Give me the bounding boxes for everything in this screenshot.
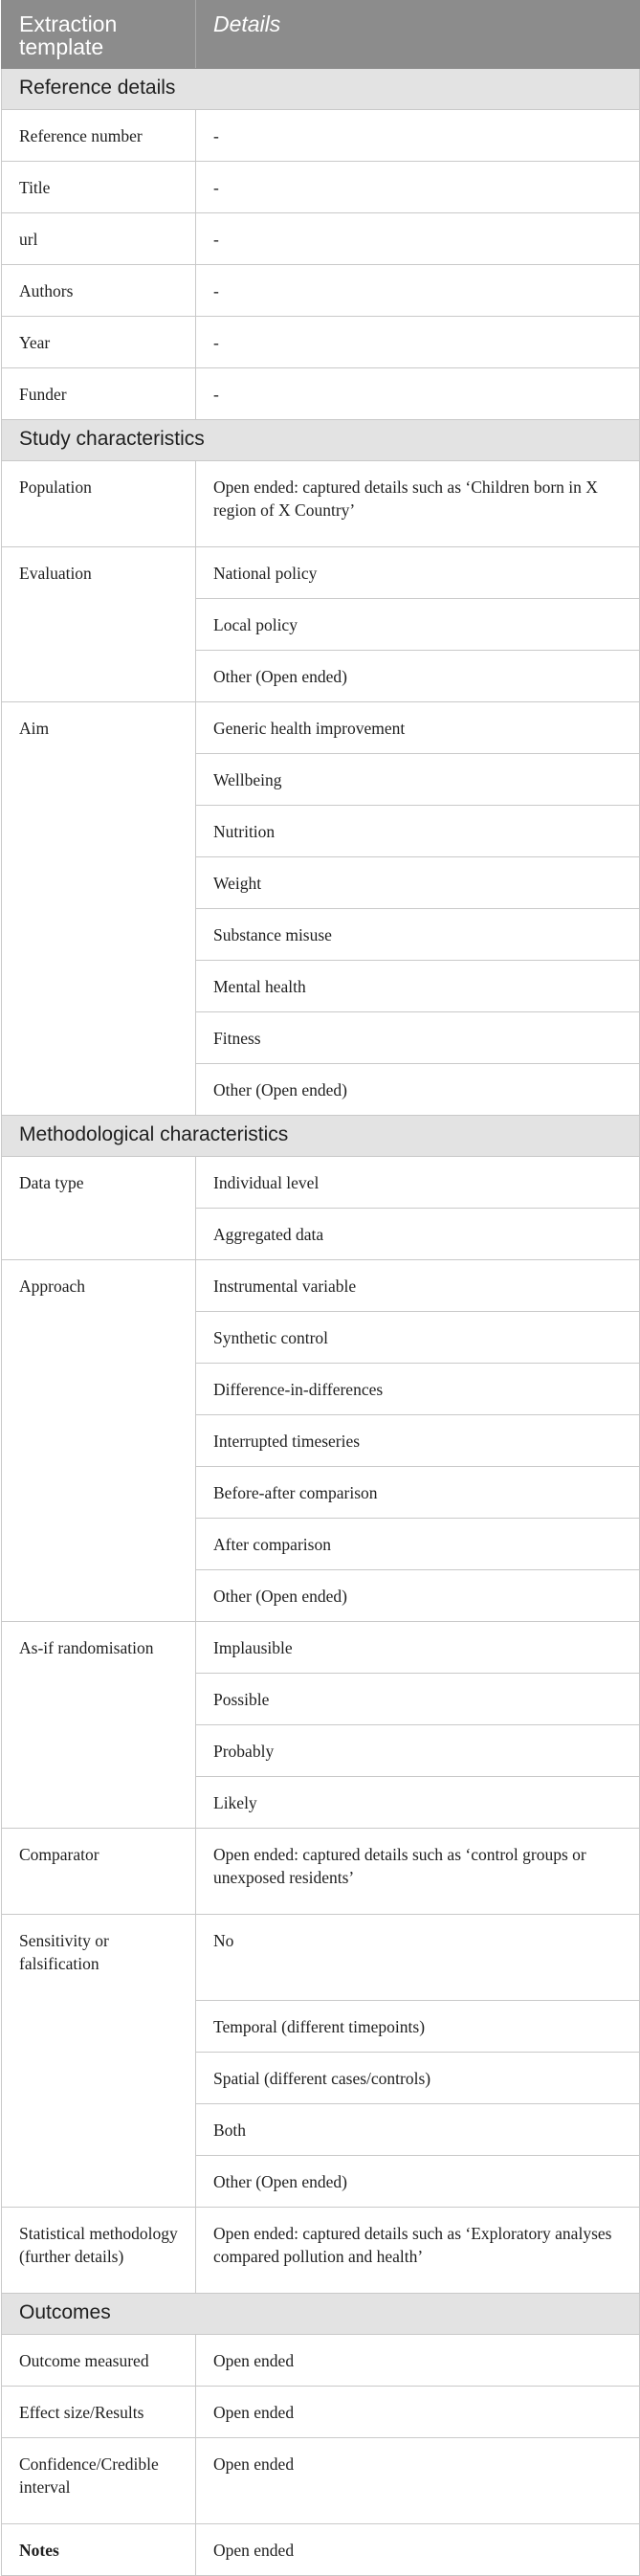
field-label: Population bbox=[2, 461, 196, 547]
field-option: Synthetic control bbox=[196, 1312, 640, 1364]
field-option: Other (Open ended) bbox=[196, 651, 640, 702]
field-option: Fitness bbox=[196, 1012, 640, 1064]
table-row bbox=[2, 461, 640, 547]
field-option: Substance misuse bbox=[196, 909, 640, 961]
table-row bbox=[2, 2524, 640, 2576]
field-option: Probably bbox=[196, 1725, 640, 1777]
table-row bbox=[2, 213, 640, 265]
table-row bbox=[2, 1157, 640, 1209]
table-row bbox=[2, 2387, 640, 2438]
table-row bbox=[2, 1622, 640, 1674]
table-row bbox=[2, 1915, 640, 2001]
field-option: Open ended bbox=[196, 2438, 640, 2524]
header-row bbox=[2, 1, 640, 69]
field-label: Confidence/Credible interval bbox=[2, 2438, 196, 2524]
field-option: Open ended: captured details such as ‘Exploratory analyses compared pollution and health’ bbox=[196, 2208, 640, 2294]
field-label: Sensitivity or falsification bbox=[2, 1915, 196, 2208]
field-option: Temporal (different timepoints) bbox=[196, 2001, 640, 2053]
field-label: Statistical methodology (further details) bbox=[2, 2208, 196, 2294]
table-row bbox=[2, 547, 640, 599]
field-option: Both bbox=[196, 2104, 640, 2156]
field-option: Other (Open ended) bbox=[196, 1064, 640, 1116]
field-option: Difference-in-differences bbox=[196, 1364, 640, 1415]
field-option: Wellbeing bbox=[196, 754, 640, 806]
field-label: Evaluation bbox=[2, 547, 196, 702]
field-option: Possible bbox=[196, 1674, 640, 1725]
field-label: Title bbox=[2, 162, 196, 213]
field-option: Generic health improvement bbox=[196, 702, 640, 754]
field-label: Notes bbox=[2, 2524, 196, 2576]
field-option: Interrupted timeseries bbox=[196, 1415, 640, 1467]
field-option: Open ended bbox=[196, 2335, 640, 2387]
table-row bbox=[2, 2208, 640, 2294]
field-option: Mental health bbox=[196, 961, 640, 1012]
field-option: - bbox=[196, 317, 640, 368]
field-option: After comparison bbox=[196, 1519, 640, 1570]
table-row bbox=[2, 2335, 640, 2387]
field-label: Outcome measured bbox=[2, 2335, 196, 2387]
field-option: Likely bbox=[196, 1777, 640, 1829]
field-option: Open ended bbox=[196, 2524, 640, 2576]
table-row bbox=[2, 368, 640, 420]
field-option: Open ended: captured details such as ‘control groups or unexposed residents’ bbox=[196, 1829, 640, 1915]
section-title: Study characteristics bbox=[2, 420, 640, 461]
field-label: Effect size/Results bbox=[2, 2387, 196, 2438]
section-title: Methodological characteristics bbox=[2, 1116, 640, 1157]
field-option: - bbox=[196, 162, 640, 213]
table-row bbox=[2, 702, 640, 754]
field-option: Instrumental variable bbox=[196, 1260, 640, 1312]
field-label: Authors bbox=[2, 265, 196, 317]
section-title: Reference details bbox=[2, 69, 640, 110]
field-option: - bbox=[196, 213, 640, 265]
field-label: Funder bbox=[2, 368, 196, 420]
field-label: Data type bbox=[2, 1157, 196, 1260]
field-label: Aim bbox=[2, 702, 196, 1116]
table-row bbox=[2, 162, 640, 213]
field-option: Open ended bbox=[196, 2387, 640, 2438]
field-option: - bbox=[196, 265, 640, 317]
field-option: National policy bbox=[196, 547, 640, 599]
field-option: Implausible bbox=[196, 1622, 640, 1674]
header-details: Details bbox=[196, 1, 640, 69]
field-option: Individual level bbox=[196, 1157, 640, 1209]
field-label: Year bbox=[2, 317, 196, 368]
field-option: Weight bbox=[196, 857, 640, 909]
field-option: Nutrition bbox=[196, 806, 640, 857]
field-option: Spatial (different cases/controls) bbox=[196, 2053, 640, 2104]
field-option: - bbox=[196, 110, 640, 162]
section-header-row bbox=[2, 69, 640, 110]
field-option: No bbox=[196, 1915, 640, 2001]
section-header-row bbox=[2, 1116, 640, 1157]
field-label: As-if randomisation bbox=[2, 1622, 196, 1829]
field-label: url bbox=[2, 213, 196, 265]
field-option: Aggregated data bbox=[196, 1209, 640, 1260]
table-row bbox=[2, 1829, 640, 1915]
field-option: Open ended: captured details such as ‘Children born in X region of X Country’ bbox=[196, 461, 640, 547]
field-option: Other (Open ended) bbox=[196, 1570, 640, 1622]
field-label: Reference number bbox=[2, 110, 196, 162]
section-title: Outcomes bbox=[2, 2294, 640, 2335]
field-option: Before-after comparison bbox=[196, 1467, 640, 1519]
field-option: Local policy bbox=[196, 599, 640, 651]
section-header-row bbox=[2, 2294, 640, 2335]
table-body bbox=[2, 69, 640, 2576]
extraction-template-table bbox=[1, 0, 640, 2576]
table-row bbox=[2, 317, 640, 368]
section-header-row bbox=[2, 420, 640, 461]
field-label: Approach bbox=[2, 1260, 196, 1622]
field-option: - bbox=[196, 368, 640, 420]
field-option: Other (Open ended) bbox=[196, 2156, 640, 2208]
header-extraction-template: Extraction template bbox=[2, 1, 196, 69]
field-label: Comparator bbox=[2, 1829, 196, 1915]
table-row bbox=[2, 110, 640, 162]
table-row bbox=[2, 265, 640, 317]
table-row bbox=[2, 1260, 640, 1312]
table-row bbox=[2, 2438, 640, 2524]
